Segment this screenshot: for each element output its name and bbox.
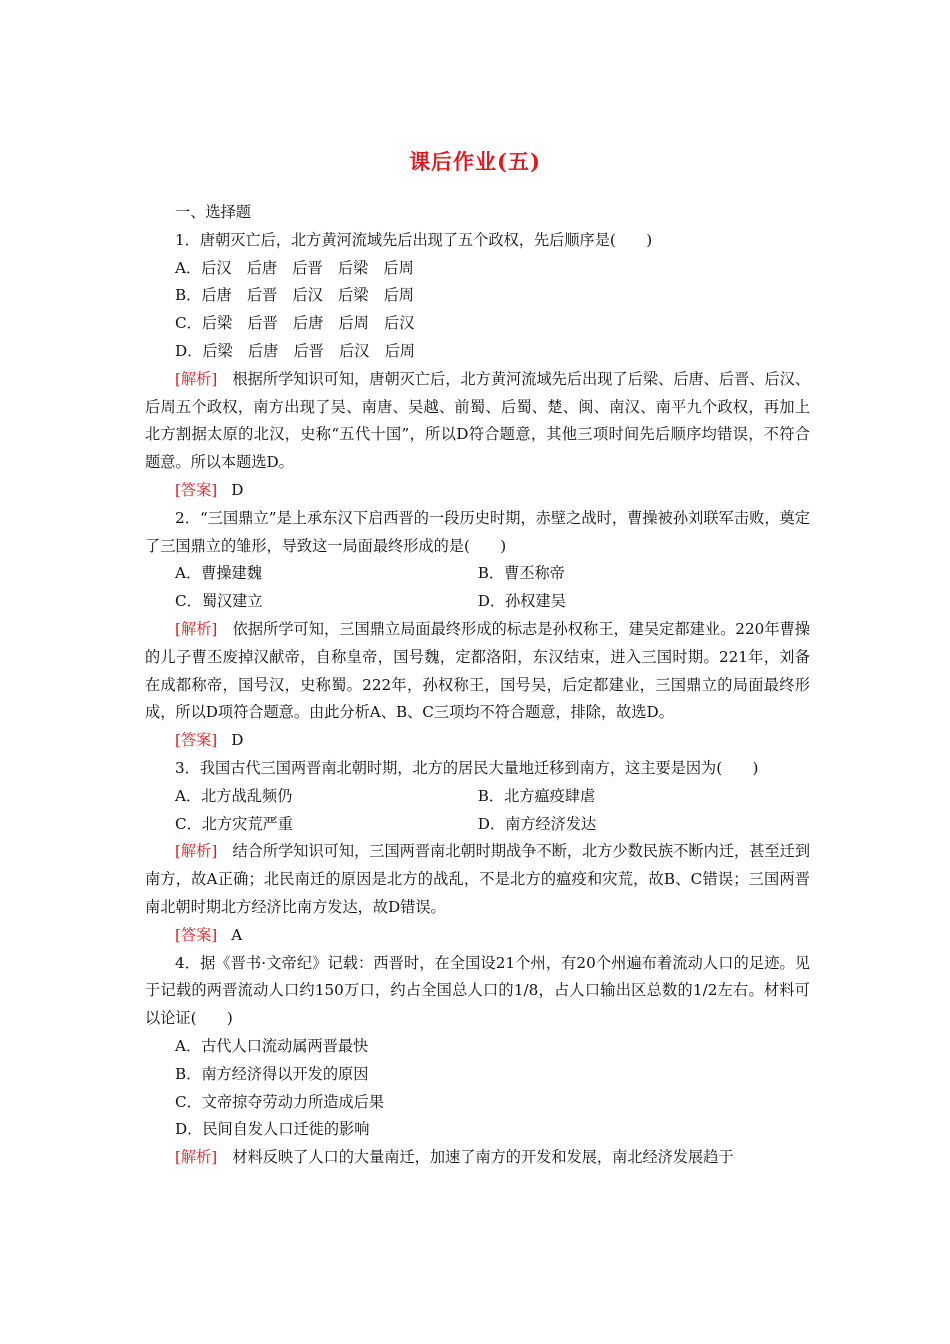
question-1-option-a: A．后汉 后唐 后晋 后梁 后周: [175, 258, 414, 277]
question-1-answer: [145, 477, 810, 505]
question-3-option-b: B．北方瘟疫肆虐: [477, 786, 596, 805]
question-2-option-a: A．曹操建魏: [175, 564, 262, 583]
analysis-text: 材料反映了人口的大量南迁，加速了南方的开发和发展，南北经济发展趋于: [232, 1148, 734, 1167]
answer-value: A: [231, 925, 243, 944]
document-body: [145, 199, 810, 1172]
question-3-analysis: [145, 838, 810, 921]
analysis-text: 结合所学知识可知，三国两晋南北朝时期战争不断，北方少数民族不断内迁，甚至迁到南方，故A正确；北民南迁的原因是北方的战乱，不是北方的瘟疫和灾荒，故B、C错误；三国两晋南北朝时期北方经济比南方发达，故D错误。: [145, 842, 811, 916]
question-2-option-b: B．曹丕称帝: [477, 564, 565, 583]
answer-tag: [答案]: [175, 731, 218, 750]
analysis-tag: [解析]: [175, 842, 218, 861]
question-4-stem: 4．据《晋书·文帝纪》记载：西晋时，在全国设21个州，有20个州遍布着流动人口的足迹。见于记载的两晋流动人口约150万口，约占全国总人口的1/8，占人口输出区总数的1/2左右。材料可以论证( ): [145, 953, 810, 1028]
question-1-stem: 1．唐朝灭亡后，北方黄河流域先后出现了五个政权，先后顺序是( ): [175, 230, 653, 249]
question-4-option-b: B．南方经济得以开发的原因: [175, 1064, 369, 1083]
question-2-option-d: D．孙权建吴: [477, 592, 566, 611]
answer-tag: [答案]: [175, 925, 218, 944]
question-3-stem: 3．我国古代三国两晋南北朝时期，北方的居民大量地迁移到南方，这主要是因为( ): [175, 758, 759, 777]
answer-value: D: [231, 480, 244, 499]
question-1-option-d: D．后梁 后唐 后晋 后汉 后周: [175, 341, 415, 360]
analysis-text: 根据所学知识可知，唐朝灭亡后，北方黄河流域先后出现了后梁、后唐、后晋、后汉、后周五个政权，南方出现了吴、南唐、吴越、前蜀、后蜀、楚、闽、南汉、南平九个政权，再加上北方割据太原的北汉，史称“五代十国”，所以D符合题意，其他三项时间先后顺序均错误，不符合题意。所以本题选D。: [145, 369, 811, 472]
question-4-analysis: [145, 1144, 810, 1172]
analysis-tag: [解析]: [175, 369, 218, 388]
question-3-option-a: A．北方战乱频仍: [175, 786, 293, 805]
question-2-options-row-2: [145, 588, 810, 616]
analysis-tag: [解析]: [175, 1148, 218, 1167]
question-2-analysis: [145, 616, 810, 727]
question-3-options-row-1: [145, 783, 810, 811]
analysis-text: 依据所学可知，三国鼎立局面最终形成的标志是孙权称王，建吴定都建业。220年曹操的儿子曹丕废掉汉献帝，自称皇帝，国号魏，定都洛阳，东汉结束，进入三国时期。221年，刘备在成都称帝，国号汉，史称蜀。222年，孙权称王，国号吴，后定都建业，三国鼎立的局面最终形成，所以D项符合题意。由此分析A、B、C三项均不符合题意，排除，故选D。: [145, 619, 810, 722]
question-1-analysis: [145, 366, 810, 477]
section-heading: 一、选择题: [175, 203, 251, 221]
question-4-option-a: A．古代人口流动属两晋最快: [175, 1036, 369, 1055]
question-3-options-row-2: [145, 811, 810, 839]
question-4-option-d: D．民间自发人口迁徙的影响: [175, 1120, 370, 1139]
question-3-option-d: D．南方经济发达: [477, 814, 597, 833]
answer-tag: [答案]: [175, 480, 218, 499]
question-3-answer: [145, 922, 810, 950]
analysis-tag: [解析]: [175, 619, 218, 638]
answer-value: D: [231, 731, 244, 750]
question-4-option-c: C．文帝掠夺劳动力所造成后果: [175, 1092, 385, 1111]
question-3-option-c: C．北方灾荒严重: [175, 814, 293, 833]
question-2-answer: [145, 727, 810, 755]
page-title: 课后作业(五): [409, 149, 541, 174]
question-1-option-b: B．后唐 后晋 后汉 后梁 后周: [175, 286, 414, 305]
question-2-option-c: C．蜀汉建立: [175, 592, 263, 611]
question-2-stem: 2．“三国鼎立”是上承东汉下启西晋的一段历史时期，赤壁之战时，曹操被孙刘联军击败，奠定了三国鼎立的雏形，导致这一局面最终形成的是( ): [145, 508, 810, 555]
question-1-option-c: C．后梁 后晋 后唐 后周 后汉: [175, 314, 415, 333]
question-2-options-row-1: [145, 560, 810, 588]
